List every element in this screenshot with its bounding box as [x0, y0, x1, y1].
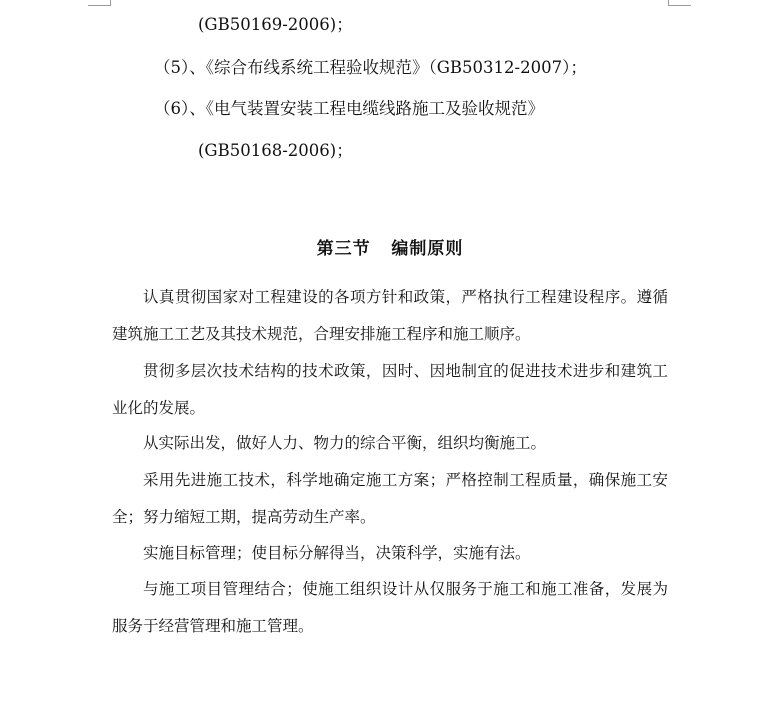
principle-paragraph-3: 从实际出发，做好人力、物力的综合平衡，组织均衡施工。 [143, 434, 547, 452]
reference-item-6: （6）、《电气装置安装工程电缆线路施工及验收规范》 [154, 99, 544, 118]
reference-line-1: (GB50169-2006)； [198, 15, 353, 34]
page-corner-mark-right [668, 0, 691, 6]
principle-paragraph-1: 认真贯彻国家对工程建设的各项方针和政策，严格执行工程建设程序。遵循建筑施工工艺及其技术规范，合理安排施工程序和施工顺序。 [112, 288, 668, 343]
principle-paragraph-6: 与施工项目管理结合；使施工组织设计从仅服务于施工和施工准备，发展为服务于经营管理和施工管理。 [112, 580, 668, 635]
reference-line-4: (GB50168-2006)； [198, 141, 353, 160]
page-corner-mark-left [88, 0, 111, 6]
section-title: 第三节 编制原则 [316, 239, 464, 259]
principle-paragraph-2: 贯彻多层次技术结构的技术政策，因时、因地制宜的促进技术进步和建筑工业化的发展。 [112, 362, 668, 417]
principle-paragraph-4: 采用先进施工技术，科学地确定施工方案；严格控制工程质量，确保施工安全；努力缩短工期，提高劳动生产率。 [112, 471, 668, 526]
reference-item-5: （5）、《综合布线系统工程验收规范》（GB50312-2007）； [154, 58, 587, 77]
principle-paragraph-5: 实施目标管理；使目标分解得当，决策科学，实施有法。 [143, 544, 531, 562]
